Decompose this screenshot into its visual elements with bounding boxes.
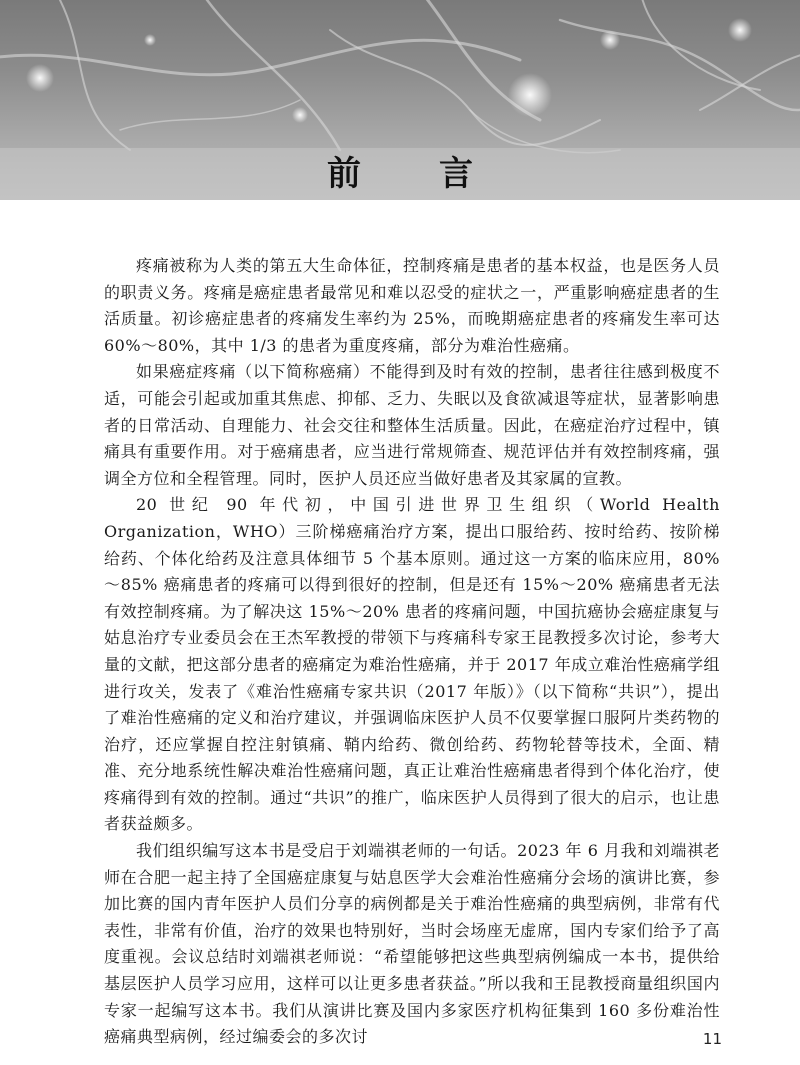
paragraph-3: 20 世纪 90 年代初，中国引进世界卫生组织（World Health Organization，WHO）三阶梯癌痛治疗方案，提出口服给药、按时给药、按阶梯给药、个体化给药及注意具体细节 5 个基本原则。通过这一方案的临床应用，80%～85% 癌痛患者的疼痛可以得到很好的控制，但是还有 15%～20% 癌痛患者无法有效控制疼痛。为了解决这 15%～20% 患者的疼痛问题，中国抗癌协会癌症康复与姑息治疗专业委员会在王杰军教授的带领下与疼痛科专家王昆教授多次讨论，参考大量的文献，把这部分患者的癌痛定为难治性癌痛，并于 2017 年成立难治性癌痛学组进行攻关，发表了《难治性癌痛专家共识（2017 年版）》（以下简称“共识”），提出了难治性癌痛的定义和治疗建议，并强调临床医护人员不仅要掌握口服阿片类药物的治疗，还应掌握自控注射镇痛、鞘内给药、微创给药、药物轮替等技术，全面、精准、充分地系统性解决难治性癌痛问题，真正让难治性癌痛患者得到个体化治疗，使疼痛得到有效的控制。通过“共识”的推广，临床医护人员得到了很大的启示，也让患者获益颇多。 xyxy=(104,495,720,834)
body-text xyxy=(104,253,720,1051)
page-number: 11 xyxy=(702,1030,722,1048)
page-title: 前 言 xyxy=(327,154,495,194)
paragraph-1: 疼痛被称为人类的第五大生命体征，控制疼痛是患者的基本权益，也是医务人员的职责义务。疼痛是癌症患者最常见和难以忍受的症状之一，严重影响癌症患者的生活质量。初诊癌症患者的疼痛发生率约为 25%，而晚期癌症患者的疼痛发生率可达 60%～80%，其中 1/3 的患者为重度疼痛，部分为难治性癌痛。 xyxy=(104,256,720,355)
paragraph-2: 如果癌症疼痛（以下简称癌痛）不能得到及时有效的控制，患者往往感到极度不适，可能会引起或加重其焦虑、抑郁、乏力、失眠以及食欲减退等症状，显著影响患者的日常活动、自理能力、社会交往和整体生活质量。因此，在癌症治疗过程中，镇痛具有重要作用。对于癌痛患者，应当进行常规筛查、规范评估并有效控制疼痛，强调全方位和全程管理。同时，医护人员还应当做好患者及其家属的宣教。 xyxy=(104,362,720,488)
paragraph-4: 我们组织编写这本书是受启于刘端祺老师的一句话。2023 年 6 月我和刘端祺老师在合肥一起主持了全国癌症康复与姑息医学大会难治性癌痛分会场的演讲比赛，参加比赛的国内青年医护人员们分享的病例都是关于难治性癌痛的典型病例，非常有代表性，非常有价值，治疗的效果也特别好，当时会场座无虚席，国内专家们给予了高度重视。会议总结时刘端祺老师说：“希望能够把这些典型病例编成一本书，提供给基层医护人员学习应用，这样可以让更多患者获益。”所以我和王昆教授商量组织国内专家一起编写这本书。我们从演讲比赛及国内多家医疗机构征集到 160 多份难治性癌痛典型病例，经过编委会的多次讨 xyxy=(104,841,720,1047)
